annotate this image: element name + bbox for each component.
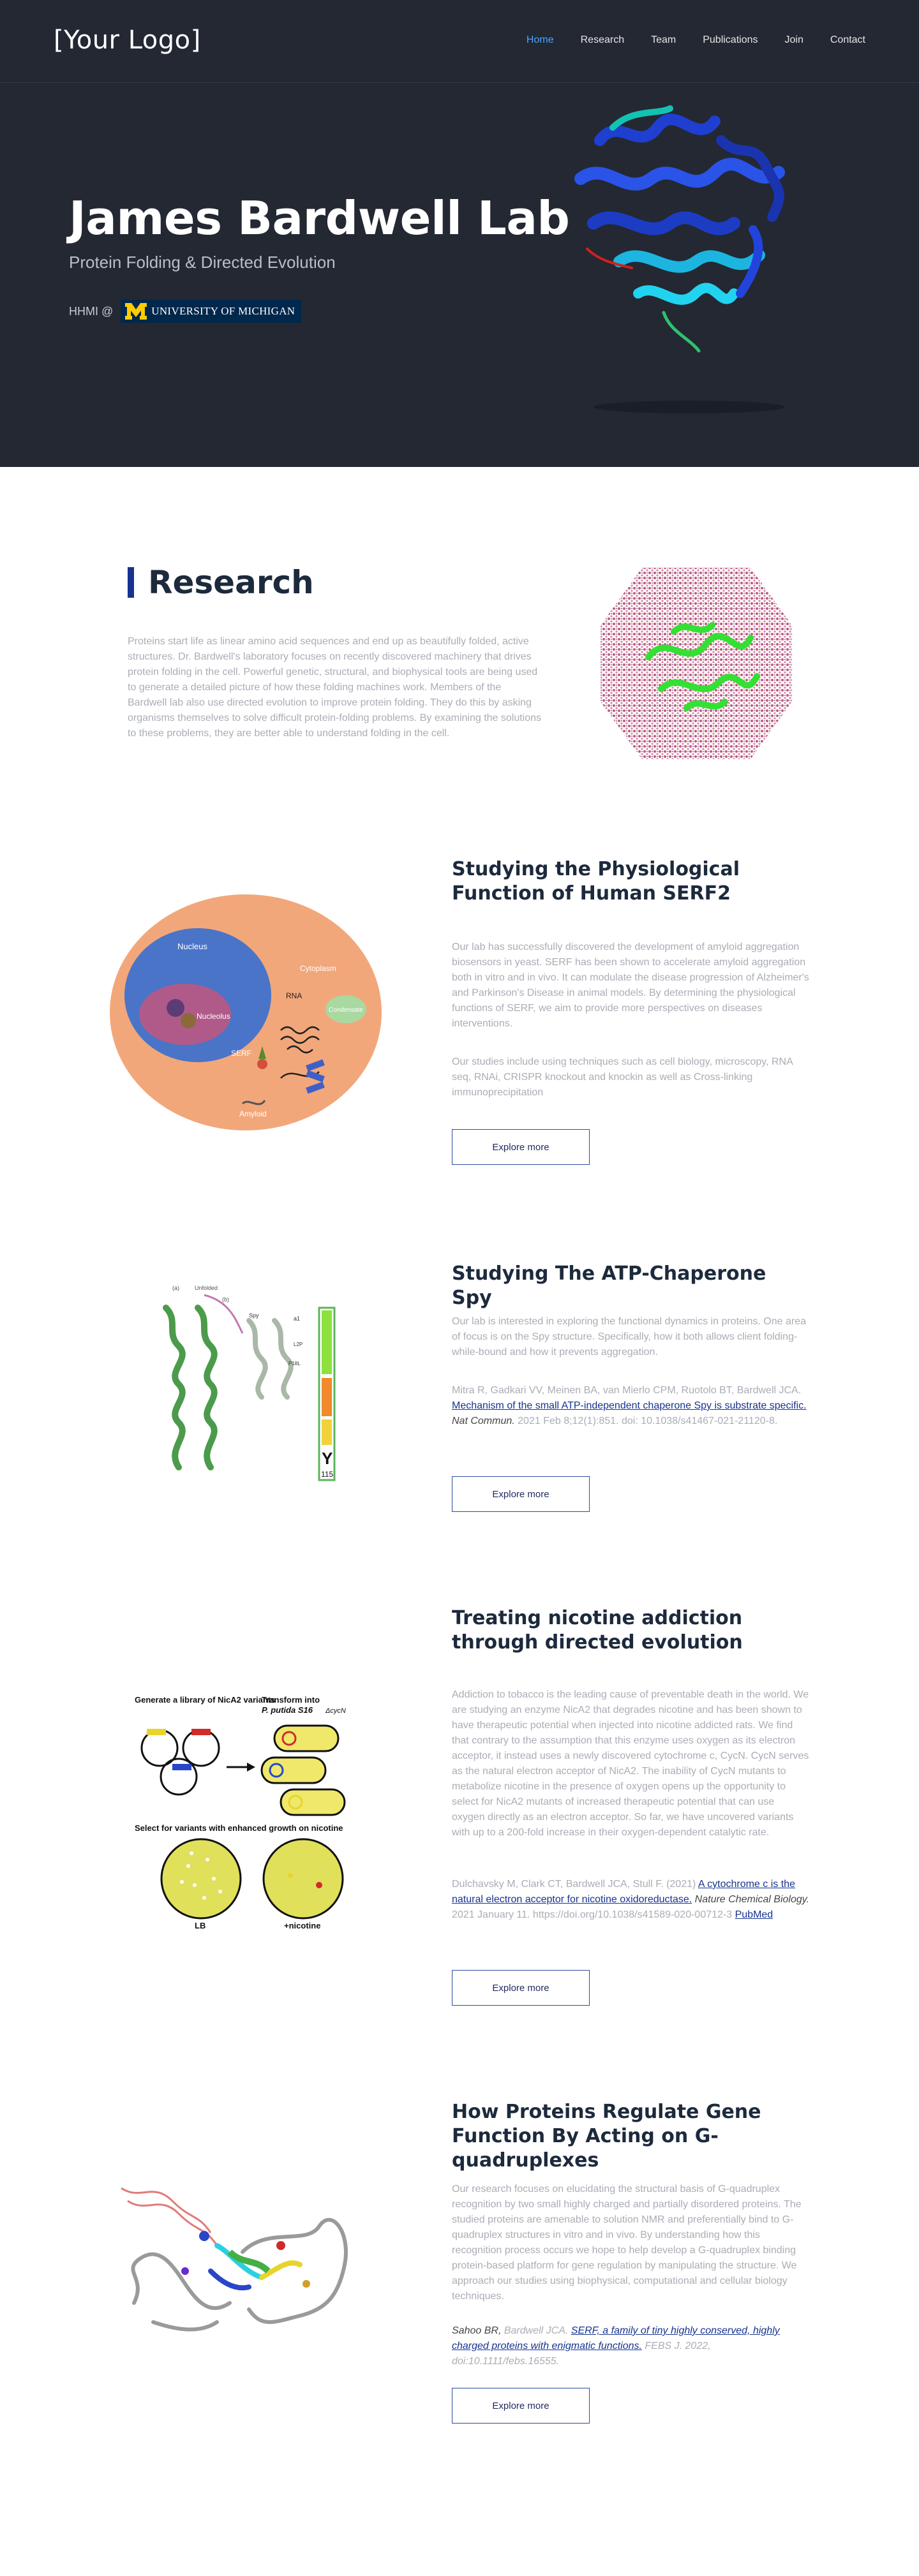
figure-step2-b: P. putida S16 bbox=[262, 1705, 313, 1715]
figure-scale-value: 115 bbox=[321, 1470, 334, 1479]
project-citation bbox=[452, 1383, 809, 1429]
figure-panel-b: (b) bbox=[222, 1296, 229, 1303]
citation-author-2: Bardwell JCA. bbox=[504, 2325, 569, 2336]
citation-details: FEBS J. 2022, doi:10.1111/febs.16555. bbox=[452, 2341, 711, 2367]
figure-panel-a: (a) bbox=[172, 1285, 179, 1291]
citation-journal: Nat Commun. bbox=[452, 1416, 515, 1426]
figure-label-a1: a1 bbox=[294, 1315, 301, 1322]
figure-step2-c: ΔcycN bbox=[325, 1707, 346, 1715]
protein-structure-image bbox=[562, 102, 817, 421]
explore-more-button[interactable]: Explore more bbox=[452, 1129, 590, 1165]
diagram-label-cytoplasm: Cytoplasm bbox=[300, 964, 336, 973]
block-m-icon bbox=[124, 302, 147, 320]
university-logo bbox=[121, 300, 301, 323]
explore-more-button[interactable]: Explore more bbox=[452, 1970, 590, 2006]
figure-label-p18l: P18L bbox=[288, 1361, 301, 1366]
site-logo[interactable]: [Your Logo] bbox=[54, 26, 201, 55]
affiliation bbox=[69, 300, 301, 323]
nav-link-join[interactable]: Join bbox=[784, 34, 803, 45]
diagram-label-nucleolus: Nucleolus bbox=[197, 1012, 230, 1021]
project-title: How Proteins Regulate Gene Function By Acting on G-quadruplexes bbox=[452, 2101, 761, 2172]
citation-link[interactable]: A cytochrome c is the natural electron acceptor for nicotine oxidoreductase. bbox=[452, 1879, 795, 1905]
citation-link[interactable]: SERF, a family of tiny highly conserved, highly charged proteins with enigmatic functions. bbox=[452, 2325, 780, 2351]
g-quadruplex-structure-image bbox=[115, 2175, 364, 2335]
diagram-label-amyloid: Amyloid bbox=[239, 1109, 267, 1118]
project-description: Our lab is interested in exploring the functional dynamics in proteins. One area of focus is on the Spy structure. Specifically, how it both allows client folding-while-bound and how it prevents aggregation. bbox=[452, 1316, 806, 1358]
research-title: Research bbox=[148, 564, 314, 601]
diagram-label-condensate: Condensate bbox=[329, 1007, 363, 1014]
project-title: Studying The ATP-Chaperone Spy bbox=[452, 1262, 766, 1309]
serf2-cell-diagram bbox=[108, 893, 383, 1132]
figure-scale-top: Y bbox=[322, 1449, 333, 1468]
figure-plate-nicotine: +nicotine bbox=[284, 1921, 321, 1930]
project-description: Our research focuses on elucidating the structural basis of G-quadruplex recognition by two small highly charged and partially disordered proteins. The studied proteins are amenable to solution NMR and preferentially bind to G-quadruplex structures in vitro and in vivo. By understanding how this recognition process occurs we hope to help develop a G-quadruplex binding protein-based platform for gene regulation by manipulating the structure. We approach our studies using biophysical, computational and cellular biology techniques. bbox=[452, 2184, 802, 2302]
project-title: Treating nicotine addiction through directed evolution bbox=[452, 1607, 743, 1654]
nav-link-research[interactable]: Research bbox=[580, 34, 625, 45]
nav-links bbox=[500, 34, 865, 46]
project-techniques: Our studies include using techniques such as cell biology, microscopy, RNA seq, RNAi, CRISPR knockout and knockin as well as Cross-linking immunoprecipitation bbox=[452, 1056, 793, 1098]
nav-link-publications[interactable]: Publications bbox=[703, 34, 758, 45]
affiliation-prefix: HHMI @ bbox=[69, 304, 114, 318]
project-description: Our lab has successfully discovered the development of amyloid aggregation biosensors in yeast. SERF has been shown to accelerate amyloid aggregation both in vitro and in vivo. It can modulate the disease progression of Alzheimer's and Parkinson's Disease in animal models. By determining the physiological functions of SERF, we aim to provide more perspectives on diseases interventions. bbox=[452, 942, 809, 1029]
diagram-label-nucleus: Nucleus bbox=[177, 942, 207, 951]
hero-subtitle: Protein Folding & Directed Evolution bbox=[69, 253, 336, 272]
figure-step3: Select for variants with enhanced growth on nicotine bbox=[135, 1823, 343, 1833]
project-title: Studying the Physiological Function of Human SERF2 bbox=[452, 858, 740, 905]
hero-section bbox=[0, 0, 919, 467]
protein-md-simulation-image bbox=[597, 561, 795, 766]
figure-label-l2p: L2P bbox=[294, 1342, 303, 1347]
citation-authors: Mitra R, Gadkari VV, Meinen BA, van Mierlo CPM, Ruotolo BT, Bardwell JCA. bbox=[452, 1385, 802, 1396]
citation-authors: Dulchavsky M, Clark CT, Bardwell JCA, Stull F. (2021) bbox=[452, 1879, 696, 1890]
nica2-directed-evolution-figure bbox=[131, 1694, 383, 1930]
spy-structure-figure bbox=[147, 1282, 357, 1493]
university-logo-text: UNIVERSITY OF MICHIGAN bbox=[151, 305, 295, 317]
citation-details: 2021 Feb 8;12(1):851. doi: 10.1038/s41467-021-21120-8. bbox=[518, 1416, 778, 1426]
figure-label-unfolded: Unfolded bbox=[195, 1285, 218, 1291]
figure-step1: Generate a library of NicA2 variants bbox=[135, 1695, 276, 1705]
citation-journal: Nature Chemical Biology. bbox=[694, 1894, 810, 1905]
figure-step2-a: Transform into bbox=[262, 1695, 320, 1705]
citation-details: 2021 January 11. https://doi.org/10.1038/s41589-020-00712-3 bbox=[452, 1909, 733, 1920]
top-navbar bbox=[0, 0, 919, 83]
research-description: Proteins start life as linear amino acid sequences and end up as beautifully folded, active structures. Dr. Bardwell's laboratory focuses on recently discovered machinery that drives protein folding in the cell. Powerful genetic, structural, and biophysical tools are being used to generate a detailed picture of how these folding machines work. Members of the Bardwell lab also use directed evolution to improve protein folding. They do this by asking organisms themselves to solve difficult protein-folding problems. By examining the solutions to these problems, they are better able to understand folding in the cell. bbox=[128, 636, 542, 739]
figure-label-spy: Spy bbox=[249, 1312, 259, 1319]
heading-accent-bar bbox=[128, 567, 134, 598]
diagram-label-serf: SERF bbox=[231, 1049, 252, 1058]
explore-more-button[interactable]: Explore more bbox=[452, 2388, 590, 2424]
diagram-label-rna: RNA bbox=[286, 991, 303, 1000]
figure-plate-lb: LB bbox=[195, 1921, 206, 1930]
nav-link-home[interactable]: Home bbox=[526, 34, 554, 45]
nav-link-contact[interactable]: Contact bbox=[830, 34, 865, 45]
project-description: Addiction to tobacco is the leading cause of preventable death in the world. We are studying an enzyme NicA2 that degrades nicotine and has been shown to have therapeutic potential when injected into nicotine addicted rats. We find that contrary to the assumption that this enzyme uses oxygen as its electron acceptor, it instead uses a newly discovered cytochrome c, CycN. CycN serves as the natural electron acceptor of NicA2. The inability of CycN mutants to metabolize nicotine in the presence of oxygen opens up the opportunity to select for NicA2 mutants of increased therapeutic potential that can use oxygen directly as an electron acceptor. So far, we have uncovered variants with up to a 200-fold increase in their oxygen-dependent catalytic rate. bbox=[452, 1689, 809, 1838]
nav-link-team[interactable]: Team bbox=[651, 34, 676, 45]
project-citation bbox=[452, 1877, 809, 1923]
citation-author-1: Sahoo BR, bbox=[452, 2325, 502, 2336]
pubmed-link[interactable]: PubMed bbox=[735, 1909, 773, 1920]
explore-more-button[interactable]: Explore more bbox=[452, 1476, 590, 1512]
project-citation bbox=[452, 2323, 809, 2369]
hero-title: James Bardwell Lab bbox=[69, 191, 570, 245]
citation-link[interactable]: Mechanism of the small ATP-independent chaperone Spy is substrate specific. bbox=[452, 1400, 807, 1411]
research-heading bbox=[128, 564, 314, 601]
